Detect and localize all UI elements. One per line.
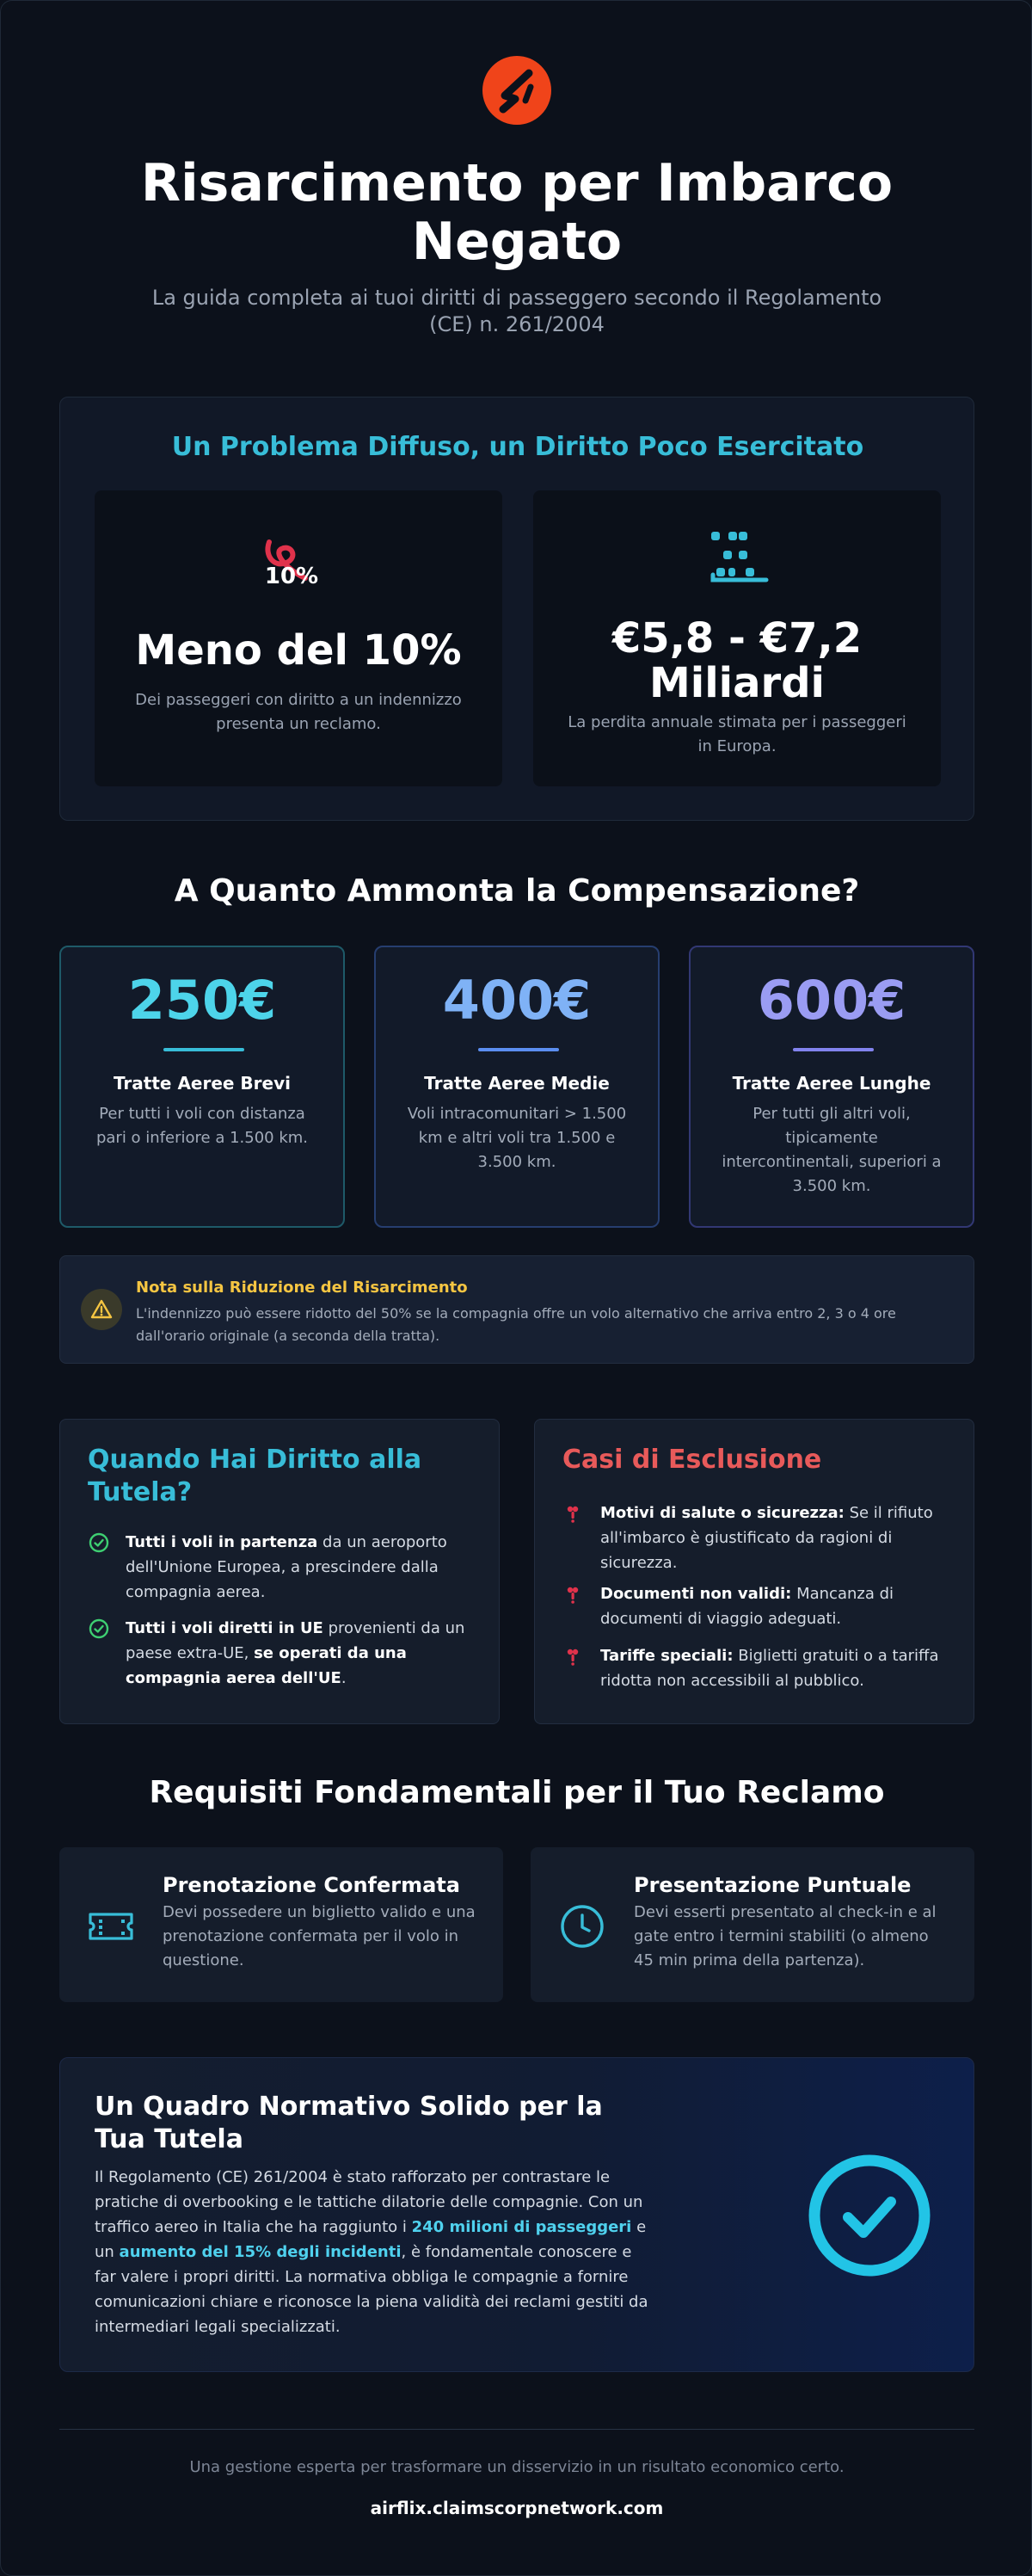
problem-title: Un Problema Diffuso, un Diritto Poco Esercitato	[171, 432, 864, 462]
exclamation-icon	[562, 1502, 585, 1525]
stat-value: €5,8 - €7,2 Miliardi	[611, 614, 863, 707]
requirement-text: Devi possedere un biglietto valido e una prenotazione confermata per il volo in questione.	[163, 1903, 476, 1969]
list-item-body: Mancanza di documenti di viaggio adeguati.	[600, 1585, 894, 1628]
stat-value: Meno del 10%	[135, 626, 462, 675]
tier-card-medium	[374, 946, 660, 1228]
check-circle-icon	[88, 1531, 110, 1554]
tier-divider	[478, 1048, 559, 1051]
list-item-body: provenienti da un paese extra-UE,	[126, 1619, 465, 1662]
problem-section	[59, 397, 974, 821]
list-item-bold: Tutti i voli diretti in UE	[126, 1619, 323, 1637]
stat-description: Dei passeggeri con diritto a un indennizzo presenta un reclamo.	[135, 691, 462, 733]
requirement-text: Devi esserti presentato al check-in e al gate entro i termini stabiliti (o almeno 45 min prima della partenza).	[634, 1903, 937, 1969]
page-title: Risarcimento per Imbarco Negato	[140, 153, 894, 272]
list-item	[562, 1501, 949, 1578]
ticket-icon	[87, 1902, 135, 1950]
legal-title: Un Quadro Normativo Solido per la Tua Tutela	[95, 2092, 603, 2154]
exclusions-title: Casi di Esclusione	[562, 1445, 822, 1475]
list-item-body: da un aeroporto dell'Unione Europea, a prescindere dalla compagnia aerea.	[126, 1533, 447, 1601]
footer-divider	[59, 2429, 974, 2430]
tier-divider	[793, 1048, 874, 1051]
check-circle-icon	[807, 2153, 932, 2278]
list-item	[88, 1616, 475, 1693]
eligibility-panel	[59, 1419, 500, 1724]
tier-name: Tratte Aeree Medie	[424, 1073, 610, 1094]
warning-icon	[81, 1289, 122, 1330]
list-item-bold: Tutti i voli in partenza	[126, 1533, 318, 1551]
eligibility-title: Quando Hai Diritto alla Tutela?	[88, 1445, 422, 1507]
list-item-bold: Tariffe speciali:	[600, 1647, 734, 1665]
list-item-bold: se operati da una compagnia aerea dell'UE	[126, 1644, 407, 1687]
tier-amount: 600€	[757, 969, 906, 1032]
list-item-body: Se il rifiuto all'imbarco è giustificato da ragioni di sicurezza.	[600, 1504, 933, 1572]
list-item-text	[126, 1616, 470, 1691]
list-item-body: Biglietti gratuiti o a tariffa ridotta non accessibili al pubblico.	[600, 1647, 939, 1690]
note-title: Nota sulla Riduzione del Risarcimento	[136, 1279, 468, 1297]
legal-text-part: Il Regolamento (CE) 261/2004 è stato rafforzato per contrastare le pratiche di overbooking e le tattiche dilatorie delle compagnie. Con un traffico aereo in Italia che ha raggiunto i	[95, 2168, 643, 2236]
list-item-text	[600, 1501, 944, 1575]
tier-divider	[163, 1048, 244, 1051]
stat-card-percent	[95, 490, 502, 786]
page-subtitle: La guida completa ai tuoi diritti di passeggero secondo il Regolamento (CE) n. 261/2004	[151, 286, 882, 336]
tier-card-short	[59, 946, 345, 1228]
legal-text	[95, 2165, 654, 2339]
stat-card-money	[533, 490, 941, 786]
flight-logo-icon	[481, 54, 553, 126]
check-circle-icon	[88, 1618, 110, 1640]
list-item-text	[600, 1581, 944, 1631]
list-item-bold: Motivi di salute o sicurezza:	[600, 1504, 845, 1522]
exclamation-icon	[562, 1645, 585, 1667]
compensation-title: A Quanto Ammonta la Compensazione?	[174, 873, 860, 909]
reduction-note	[59, 1255, 974, 1364]
exclamation-icon	[562, 1583, 585, 1605]
legal-text-part: , è fondamentale conoscere e far valere i propri diritti. La normativa obbliga le compagnie a fornire comunicazioni chiare e riconosce la piena validità dei reclami gestiti da intermediari legali specializzati.	[95, 2243, 648, 2336]
requirements-title: Requisiti Fondamentali per il Tuo Reclamo	[149, 1775, 885, 1810]
tier-description: Per tutti i voli con distanza pari o inferiore a 1.500 km.	[95, 1105, 309, 1147]
tier-description: Per tutti gli altri voli, tipicamente intercontinentali, superiori a 3.500 km.	[722, 1105, 942, 1195]
tier-name: Tratte Aeree Brevi	[113, 1073, 291, 1094]
footer-tagline: Una gestione esperta per trasformare un disservizio in un risultato economico certo.	[189, 2458, 845, 2476]
tier-amount: 400€	[442, 969, 592, 1032]
note-text: L'indennizzo può essere ridotto del 50% se la compagnia offre un volo alternativo che arriva entro 2, 3 o 4 ore dall'orario originale (a seconda della tratta).	[136, 1305, 896, 1344]
requirement-card-booking	[59, 1847, 503, 2002]
list-item-bold: Documenti non validi:	[600, 1585, 792, 1603]
list-item	[562, 1581, 949, 1633]
tier-name: Tratte Aeree Lunghe	[732, 1073, 931, 1094]
list-item-text	[600, 1643, 944, 1693]
people-money-icon	[694, 525, 780, 594]
requirement-card-timing	[531, 1847, 974, 2002]
list-item-end: .	[341, 1669, 347, 1687]
list-item	[88, 1530, 475, 1607]
clock-icon	[558, 1902, 606, 1950]
tier-amount: 250€	[127, 969, 277, 1032]
requirement-title: Presentazione Puntuale	[634, 1873, 912, 1897]
legal-framework-section	[59, 2057, 974, 2372]
stat-description: La perdita annuale stimata per i passeggeri in Europa.	[568, 713, 906, 755]
legal-highlight: aumento del 15% degli incidenti	[119, 2243, 402, 2261]
footer-website-link[interactable]: airflix.claimscorpnetwork.com	[370, 2498, 664, 2518]
list-item-text	[126, 1530, 470, 1605]
requirement-title: Prenotazione Confermata	[163, 1873, 460, 1897]
exclusions-panel	[534, 1419, 974, 1724]
percent-icon	[255, 533, 341, 602]
percent-icon-label: 10%	[264, 564, 319, 589]
list-item	[562, 1643, 949, 1695]
legal-highlight: 240 milioni di passeggeri	[411, 2218, 632, 2236]
legal-text-part: e un	[95, 2218, 647, 2261]
tier-card-long	[689, 946, 974, 1228]
tier-description: Voli intracomunitari > 1.500 km e altri voli tra 1.500 e 3.500 km.	[407, 1105, 627, 1171]
